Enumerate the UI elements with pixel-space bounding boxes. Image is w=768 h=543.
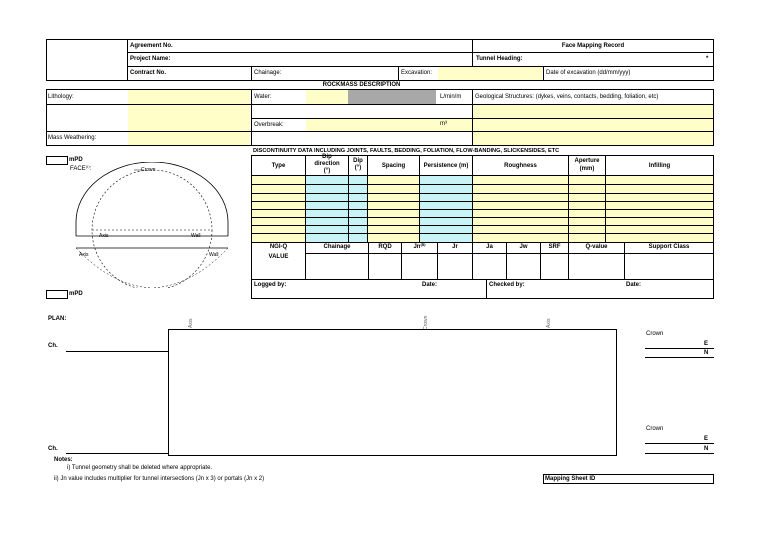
lithology-field[interactable]	[128, 90, 250, 145]
rockmass-line	[251, 118, 714, 119]
agreement-no-label: Agreement No.	[130, 43, 173, 49]
project-name-label: Project Name:	[130, 56, 171, 62]
n2-line	[645, 453, 714, 454]
col-dipdir-2: direction	[314, 161, 340, 167]
mpd-top-box[interactable]	[46, 156, 68, 165]
disc-row-line	[251, 217, 714, 218]
n2-label: N	[704, 446, 709, 452]
lithology-label: Lithology:	[48, 94, 74, 100]
col-aperture-2: (mm)	[579, 166, 595, 172]
date2-label: Date:	[626, 282, 642, 288]
ngi-rqd: RQD	[378, 244, 392, 250]
overbreak-field[interactable]	[306, 118, 472, 131]
ngi-chainage: Chainage	[323, 244, 351, 250]
rockmass-line	[46, 104, 714, 105]
ch-top-line	[66, 351, 168, 352]
sketch-axis-label: Axis	[99, 233, 109, 239]
overbreak-label: Overbreak:	[254, 122, 284, 128]
chainage-label: Chainage:	[254, 70, 282, 76]
ngi-jn: Jn⁽ⁱⁱ⁾	[413, 244, 426, 250]
crown-r2-label: Crown	[646, 426, 664, 432]
disc-row-line	[251, 193, 714, 194]
discontinuity-title: DISCONTINUITY DATA INCLUDING JOINTS, FAULTS, BEDDING, FOLIATION, FLOW-BANDING, SLICKENSIDES, ETC	[253, 148, 560, 154]
col-dip-1: Dip	[353, 158, 363, 164]
header-divider	[543, 66, 544, 81]
e2-label: E	[704, 436, 709, 442]
rockmass-line	[46, 131, 714, 132]
sketch-wall2-label: Wall	[209, 252, 219, 258]
plan-axis-right: Axis	[546, 318, 552, 328]
tunnel-heading-label: Tunnel Heading:	[476, 56, 523, 62]
header-row-line	[127, 66, 714, 67]
col-dipdir-1: Dip	[322, 154, 332, 160]
header-divider	[127, 39, 128, 81]
tunnel-dashed-circle	[92, 170, 212, 288]
col-spacing: Spacing	[381, 163, 406, 169]
header-row-line	[127, 52, 714, 53]
sketch-axis2-label: Axis	[79, 252, 89, 258]
overbreak-unit: m³	[440, 121, 447, 127]
rockmass-divider	[472, 89, 473, 145]
ngi-ja: Ja	[486, 244, 493, 250]
col-type: Type	[271, 163, 286, 169]
contract-no-label: Contract No.	[130, 70, 166, 76]
mpd-top-label: mPD	[69, 157, 83, 163]
note-1: i) Tunnel geometry shall be deleted where appropriate.	[67, 465, 213, 471]
ngi-q-value: Q-value	[585, 244, 608, 250]
tunnel-heading-star: *	[706, 56, 709, 62]
rockmass-left	[46, 89, 47, 145]
ch-bottom-line	[66, 453, 168, 454]
water-field[interactable]	[306, 90, 348, 104]
mapping-sheet-label: Mapping Sheet ID	[545, 476, 596, 482]
plan-label: PLAN:	[48, 316, 67, 322]
water-shaded-cell	[348, 90, 436, 104]
header-divider	[251, 66, 252, 81]
col-infilling: Infilling	[648, 163, 671, 169]
record-title: Face Mapping Record	[561, 43, 625, 49]
ngi-jr: Jr	[452, 244, 458, 250]
date1-label: Date:	[422, 282, 438, 288]
sketch-crown-label: Crown	[141, 167, 156, 173]
plan-axis-top: Axis	[188, 318, 194, 328]
signoff-row	[251, 279, 714, 299]
ngi-jw: Jw	[519, 244, 528, 250]
ngi-srf: SRF	[548, 244, 561, 250]
disc-row-line	[251, 175, 714, 176]
ngi-label-1: NGI-Q	[269, 244, 288, 250]
rockmass-line	[46, 145, 714, 146]
col-dip-2: (°)	[354, 165, 362, 171]
mpd-bottom-box[interactable]	[46, 290, 68, 299]
excavation-field[interactable]	[438, 67, 542, 80]
mass-weathering-label: Mass Weathering:	[48, 135, 97, 141]
face-label: FACE⁽ⁱ⁾:	[70, 166, 92, 172]
crown-r1-label: Crown	[646, 331, 664, 337]
e2-line	[645, 443, 714, 444]
n1-line	[645, 357, 714, 358]
plan-crown-top: Crown	[423, 315, 429, 330]
e1-label: E	[704, 341, 709, 347]
ngi-support-class: Support Class	[648, 244, 690, 250]
plan-area[interactable]	[168, 329, 617, 456]
disc-row-line	[251, 233, 714, 234]
mpd-bottom-label: mPD	[69, 291, 83, 297]
col-aperture-1: Aperture	[574, 158, 600, 164]
sketch-wall-label: Wall	[191, 233, 201, 239]
geo-structures-label: Geological Structures: (dykes, veins, contacts, bedding, foliation, etc)	[475, 94, 659, 100]
logged-by-label: Logged by:	[254, 282, 287, 288]
col-roughness: Roughness	[504, 163, 537, 169]
notes-title: Notes:	[54, 457, 73, 463]
header-divider	[398, 66, 399, 81]
signoff-divider	[486, 279, 487, 299]
note-2: ii) Jn value includes multiplier for tunnel intersections (Jn x 3) or portals (Jn x 2)	[54, 476, 265, 482]
col-persistence: Persistence (m)	[423, 163, 469, 169]
disc-row-line	[251, 209, 714, 210]
rockmass-title: ROCKMASS DESCRIPTION	[322, 82, 401, 88]
water-unit: L/min/m	[440, 94, 462, 100]
tunnel-face-diagram	[72, 162, 232, 288]
rockmass-right	[713, 89, 714, 145]
e1-line	[645, 348, 714, 349]
ngi-row-line	[305, 253, 714, 254]
checked-by-label: Checked by:	[489, 282, 525, 288]
col-dipdir-3: (°)	[323, 168, 331, 174]
date-excavation-label: Date of excavation (dd/mm/yyy)	[546, 70, 631, 76]
water-label: Water:	[254, 94, 272, 100]
excavation-label: Excavation:	[401, 70, 433, 76]
disc-row-line	[251, 201, 714, 202]
geo-structures-field[interactable]	[473, 104, 713, 145]
rockmass-divider	[251, 89, 252, 145]
ch-top-label: Ch.	[48, 343, 58, 349]
n1-label: N	[704, 350, 709, 356]
disc-row-line	[251, 225, 714, 226]
ch-bottom-label: Ch.	[48, 446, 58, 452]
ngi-label-2: VALUE	[268, 254, 289, 260]
disc-row-line	[251, 184, 714, 185]
